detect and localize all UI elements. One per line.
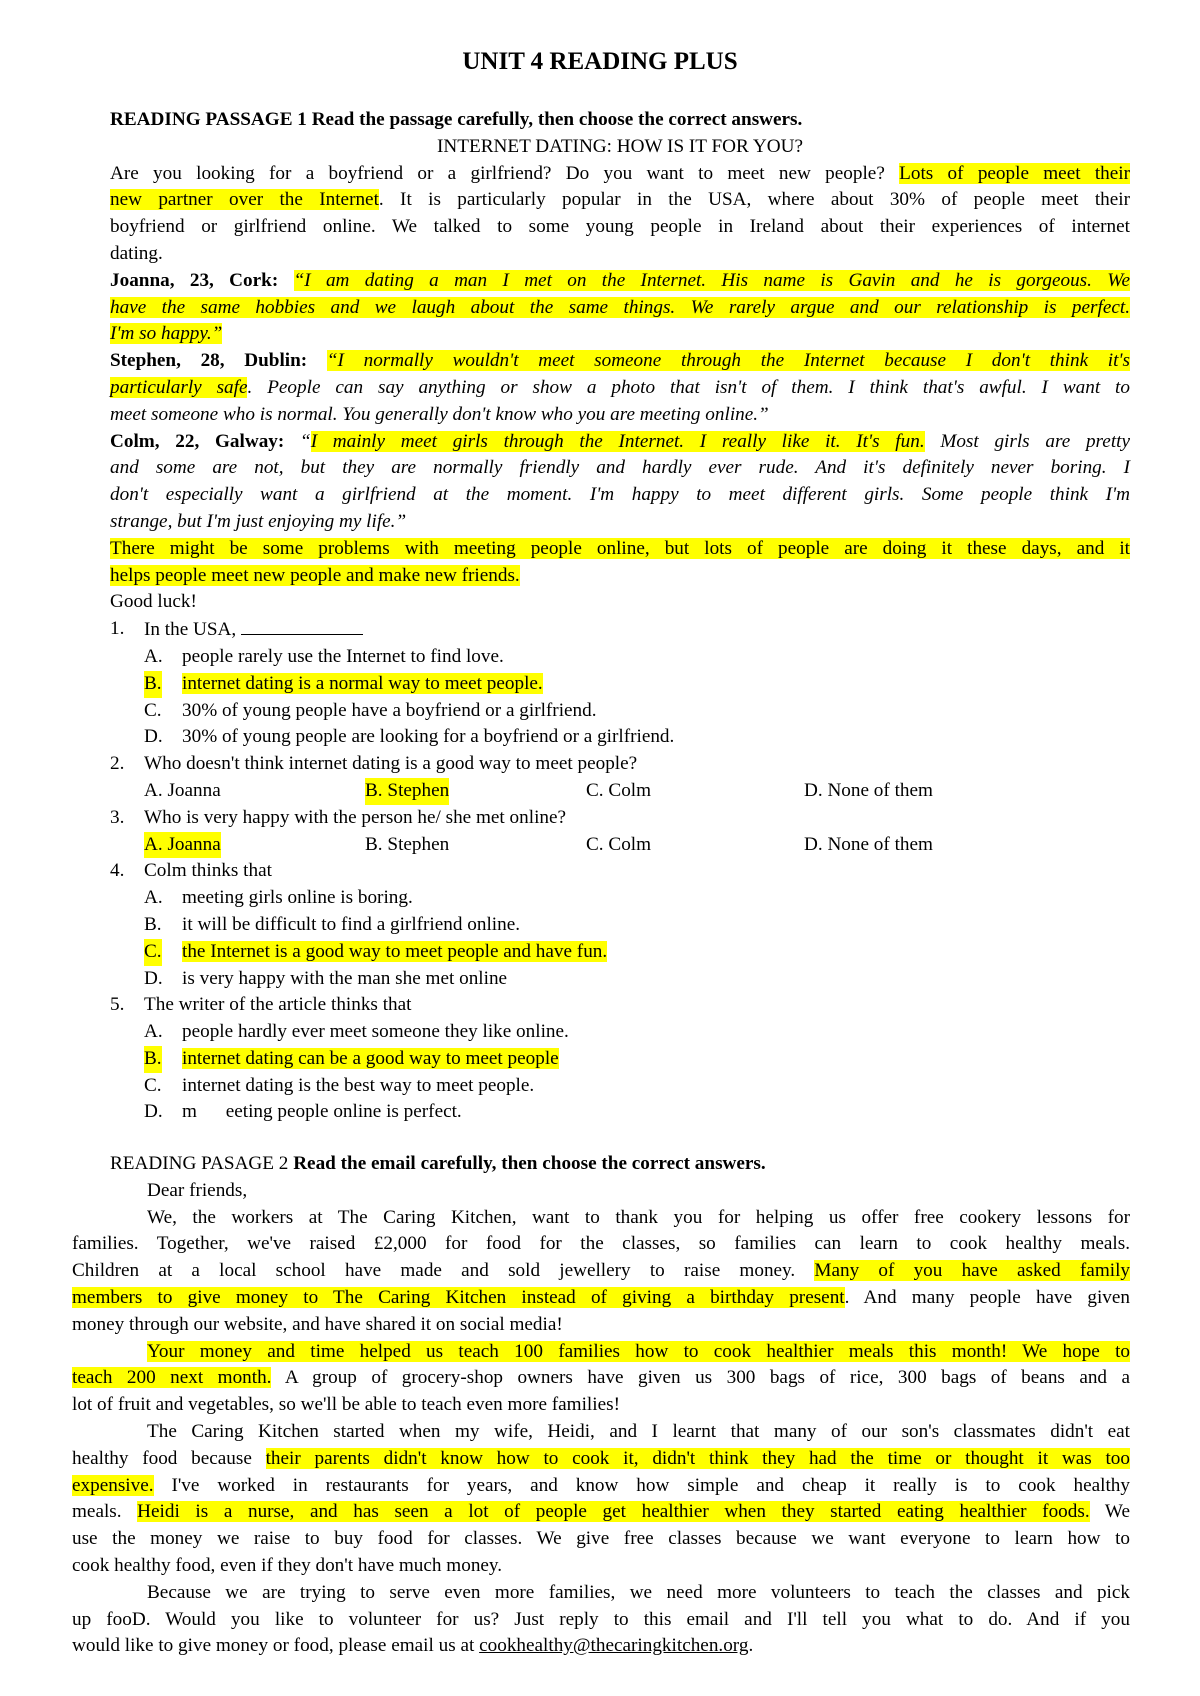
passage-2-heading <box>72 1151 1130 1178</box>
closing-paragraph: There might be some problems with meeting people online, but lots of people are doing it these days, and it helps people meet new people and make new friends. <box>110 537 1130 586</box>
question-1-option-b[interactable]: B. internet dating is a normal way to meet people. <box>110 671 1130 698</box>
intro-line: Are you looking for a boyfriend or a girlfriend? Do you want to meet new people? Lots of people meet their <box>110 162 1130 184</box>
question-1-option-c[interactable]: C. 30% of young people have a boyfriend or a girlfriend. <box>144 699 597 721</box>
intro-paragraph <box>110 161 1130 268</box>
question-5-option-a[interactable]: A. people hardly ever meet someone they like online. <box>144 1021 569 1043</box>
intro-line: dating. <box>110 242 163 264</box>
question-4-option-c[interactable]: C. the Internet is a good way to meet people and have fun. <box>110 939 1130 966</box>
stephen-quote: Stephen, 28, Dublin: “I normally wouldn't meet someone through the Internet because I don't think it's particularly safe. People can say anything or show a photo that isn't of them. I think that's awful. I want to meet someone who is normal. You generally don't know who you are meeting online.” <box>110 350 1130 425</box>
page-title: UNIT 4 READING PLUS <box>462 48 738 75</box>
joanna-quote: Joanna, 23, Cork: “I am dating a man I met on the Internet. His name is Gavin and he is gorgeous. We have the same hobbies and we laugh about the same things. We rarely argue and our relationship is perfect. I'm so happy.” <box>110 269 1131 345</box>
question-5-option-c[interactable]: C. internet dating is the best way to meet people. <box>144 1074 535 1096</box>
question-3-option-d[interactable]: D. None of them <box>804 833 933 855</box>
question-2-option-d[interactable]: D. None of them <box>804 779 933 801</box>
passage-1-heading <box>110 107 1130 134</box>
question-4-option-a[interactable]: A. meeting girls online is boring. <box>144 887 413 909</box>
question-4: 4. Colm thinks that <box>110 860 272 882</box>
speaker-colm: Colm, 22, Galway: <box>110 430 285 452</box>
reading-passage-2 <box>72 1151 1130 1660</box>
question-3-option-b[interactable]: B. Stephen <box>365 833 450 855</box>
question-2-option-a[interactable]: A. Joanna <box>144 779 221 801</box>
question-4-option-b[interactable]: B. it will be difficult to find a girlfriend online. <box>144 913 521 935</box>
question-3-option-c[interactable]: C. Colm <box>586 833 652 855</box>
answer-blank <box>241 616 363 635</box>
passage-2-instruction: Read the email carefully, then choose the correct answers. <box>293 1153 766 1174</box>
question-5-option-d[interactable]: D. m eeting people online is perfect. <box>144 1101 462 1123</box>
question-1-option-d[interactable]: D. 30% of young people are looking for a boyfriend or a girlfriend. <box>144 726 675 748</box>
intro-line: boyfriend or girlfriend online. We talked to some young people in Ireland about their experiences of internet <box>110 216 1130 238</box>
speaker-stephen: Stephen, 28, Dublin: <box>110 350 308 372</box>
question-2-options <box>110 778 1130 805</box>
question-4-option-d[interactable]: D. is very happy with the man she met online <box>144 967 508 989</box>
email-paragraph-2: Your money and time helped us teach 100 families how to cook healthier meals this month! We hope to teach 200 next month. A group of grocery-shop owners have given us 300 bags of rice, 300 bags of beans and a lot of fruit and vegetables, so we'll be able to teach even more families! <box>72 1340 1130 1416</box>
question-3-option-a[interactable]: A. Joanna <box>144 832 221 859</box>
passage-2-label: READING PASAGE 2 <box>110 1153 289 1174</box>
question-1-option-a[interactable]: A. people rarely use the Internet to find love. <box>144 645 504 667</box>
question-3: 3. Who is very happy with the person he/ she met online? <box>110 806 567 828</box>
colm-quote: Colm, 22, Galway: “I mainly meet girls through the Internet. I really like it. It's fun. Most girls are pretty and some are not, but they are normally friendly and hardly ever rude. And it's definitely never boring. I don't especially want a girlfriend at the moment. I'm happy to meet different girls. Some people think I'm strange, but I'm just enjoying my life.” <box>110 430 1130 532</box>
question-1: 1. In the USA, <box>110 616 1130 644</box>
email-link[interactable]: cookhealthy@thecaringkitchen.org <box>479 1635 749 1657</box>
sign-off: Good luck! <box>110 591 197 613</box>
passage-1-label: READING PASSAGE 1 <box>110 109 307 130</box>
question-2-option-b[interactable]: B. Stephen <box>365 778 449 805</box>
question-5: 5. The writer of the article thinks that <box>110 994 412 1016</box>
passage-1-instruction: Read the passage carefully, then choose the correct answers. <box>311 109 803 130</box>
passage-1-subtitle: INTERNET DATING: HOW IS IT FOR YOU? <box>437 135 803 157</box>
question-3-options <box>110 832 1130 859</box>
question-2-option-c[interactable]: C. Colm <box>586 779 652 801</box>
question-5-option-b[interactable]: B. internet dating can be a good way to meet people <box>110 1046 1130 1073</box>
intro-line: new partner over the Internet. It is particularly popular in the USA, where about 30% of people meet their <box>110 189 1130 211</box>
reading-passage-1 <box>110 107 1130 1126</box>
question-2: 2. Who doesn't think internet dating is a good way to meet people? <box>110 753 638 775</box>
email-paragraph-3: The Caring Kitchen started when my wife, Heidi, and I learnt that many of our son's classmates didn't eat healthy food because their parents didn't know how to cook it, didn't think they had the time or thought it was too expensive. I've worked in restaurants for years, and know how simple and cheap it really is to cook healthy meals. Heidi is a nurse, and has seen a lot of people get healthier when they started eating healthier foods. We use the money we raise to buy food for classes. We give free classes because we want everyone to learn how to cook healthy food, even if they don't have much money. <box>72 1420 1130 1576</box>
speaker-joanna: Joanna, 23, Cork: <box>110 269 279 291</box>
email-paragraph-1: We, the workers at The Caring Kitchen, want to thank you for helping us offer free cookery lessons for families. Together, we've raised £2,000 for food for the classes, so families can learn to cook healthy meals. Children at a local school have made and sold jewellery to raise money. Many of you have asked family members to give money to The Caring Kitchen instead of giving a birthday present. And many people have given money through our website, and have shared it on social media! <box>72 1206 1131 1335</box>
email-greeting: Dear friends, <box>147 1179 248 1201</box>
email-paragraph-4: Because we are trying to serve even more families, we need more volunteers to teach the classes and pick up fooD. Would you like to volunteer for us? Just reply to this email and I'll tell you what to do. And if you would like to give money or food, please email us at cookhealthy@thecaringkitchen.org. <box>72 1581 1130 1657</box>
